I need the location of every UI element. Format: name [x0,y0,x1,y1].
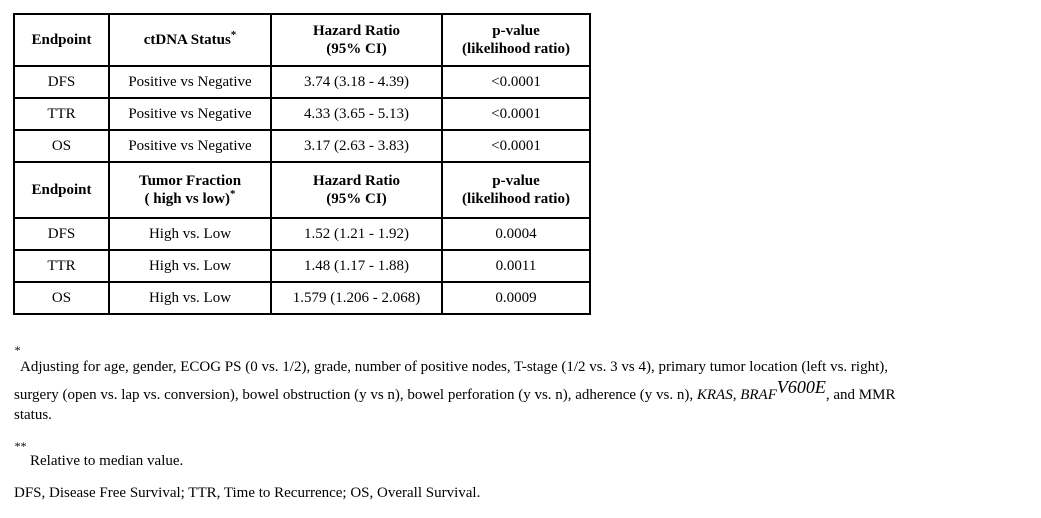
cell-p-value: <0.0001 [442,98,590,130]
cell-p-value: <0.0001 [442,130,590,162]
footnotes [14,344,1034,502]
cell-hazard-ratio: 4.33 (3.65 - 5.13) [271,98,442,130]
cell-comparison: High vs. Low [109,250,271,282]
footnote-text: Adjusting for age, gender, ECOG PS (0 vs. 1/2), grade, number of positive nodes, T-stage (1/2 vs. 3 vs 4), primary tumor location (left vs. right), [20,359,889,375]
header-ctdna-status: ctDNA Status* [109,14,271,66]
cell-comparison: Positive vs Negative [109,98,271,130]
hazard-ratio-table [13,13,591,315]
table-row [14,130,590,162]
gene-braf: BRAF [740,387,777,403]
cell-hazard-ratio: 1.52 (1.21 - 1.92) [271,218,442,250]
header-hazard-ratio: Hazard Ratio (95% CI) [271,162,442,218]
gene-kras: KRAS [696,387,733,403]
footnote-text: surgery (open vs. lap vs. conversion), bowel obstruction (y vs n), bowel perforation (y vs. n), adherence (y vs. n), KRAS, BRAFV600E, and MMR [14,377,896,403]
header-tumor-fraction: Tumor Fraction ( high vs low)* [109,162,271,218]
table-row [14,250,590,282]
cell-p-value: 0.0011 [442,250,590,282]
header-endpoint: Endpoint [14,14,109,66]
braf-mutation-label: V600E [776,377,826,397]
header-p-value: p-value (likelihood ratio) [442,14,590,66]
header-endpoint: Endpoint [14,162,109,218]
cell-endpoint: DFS [14,218,109,250]
cell-comparison: High vs. Low [109,282,271,314]
footnote-marker: * [14,343,20,357]
header-hazard-ratio: Hazard Ratio (95% CI) [271,14,442,66]
cell-comparison: Positive vs Negative [109,66,271,98]
footnote-median [14,440,1034,470]
table-row [14,98,590,130]
table-header-row [14,162,590,218]
cell-hazard-ratio: 1.579 (1.206 - 2.068) [271,282,442,314]
table-row [14,66,590,98]
cell-p-value: 0.0004 [442,218,590,250]
cell-hazard-ratio: 3.74 (3.18 - 4.39) [271,66,442,98]
footnote-text: status. [14,407,52,423]
cell-p-value: 0.0009 [442,282,590,314]
cell-endpoint: DFS [14,66,109,98]
header-p-value: p-value (likelihood ratio) [442,162,590,218]
cell-hazard-ratio: 3.17 (2.63 - 3.83) [271,130,442,162]
cell-endpoint: OS [14,282,109,314]
table-row [14,218,590,250]
cell-endpoint: OS [14,130,109,162]
abbreviations: DFS, Disease Free Survival; TTR, Time to Recurrence; OS, Overall Survival. [14,485,481,501]
cell-endpoint: TTR [14,98,109,130]
cell-endpoint: TTR [14,250,109,282]
footnote-marker: ** [14,439,26,453]
cell-comparison: Positive vs Negative [109,130,271,162]
footnote-marker: * [230,29,237,41]
table-row [14,282,590,314]
footnote-text: Relative to median value. [30,453,184,469]
footnote-marker: * [229,188,236,200]
cell-p-value: <0.0001 [442,66,590,98]
cell-comparison: High vs. Low [109,218,271,250]
table-header-row [14,14,590,66]
footnote-adjustment [14,344,1034,424]
cell-hazard-ratio: 1.48 (1.17 - 1.88) [271,250,442,282]
